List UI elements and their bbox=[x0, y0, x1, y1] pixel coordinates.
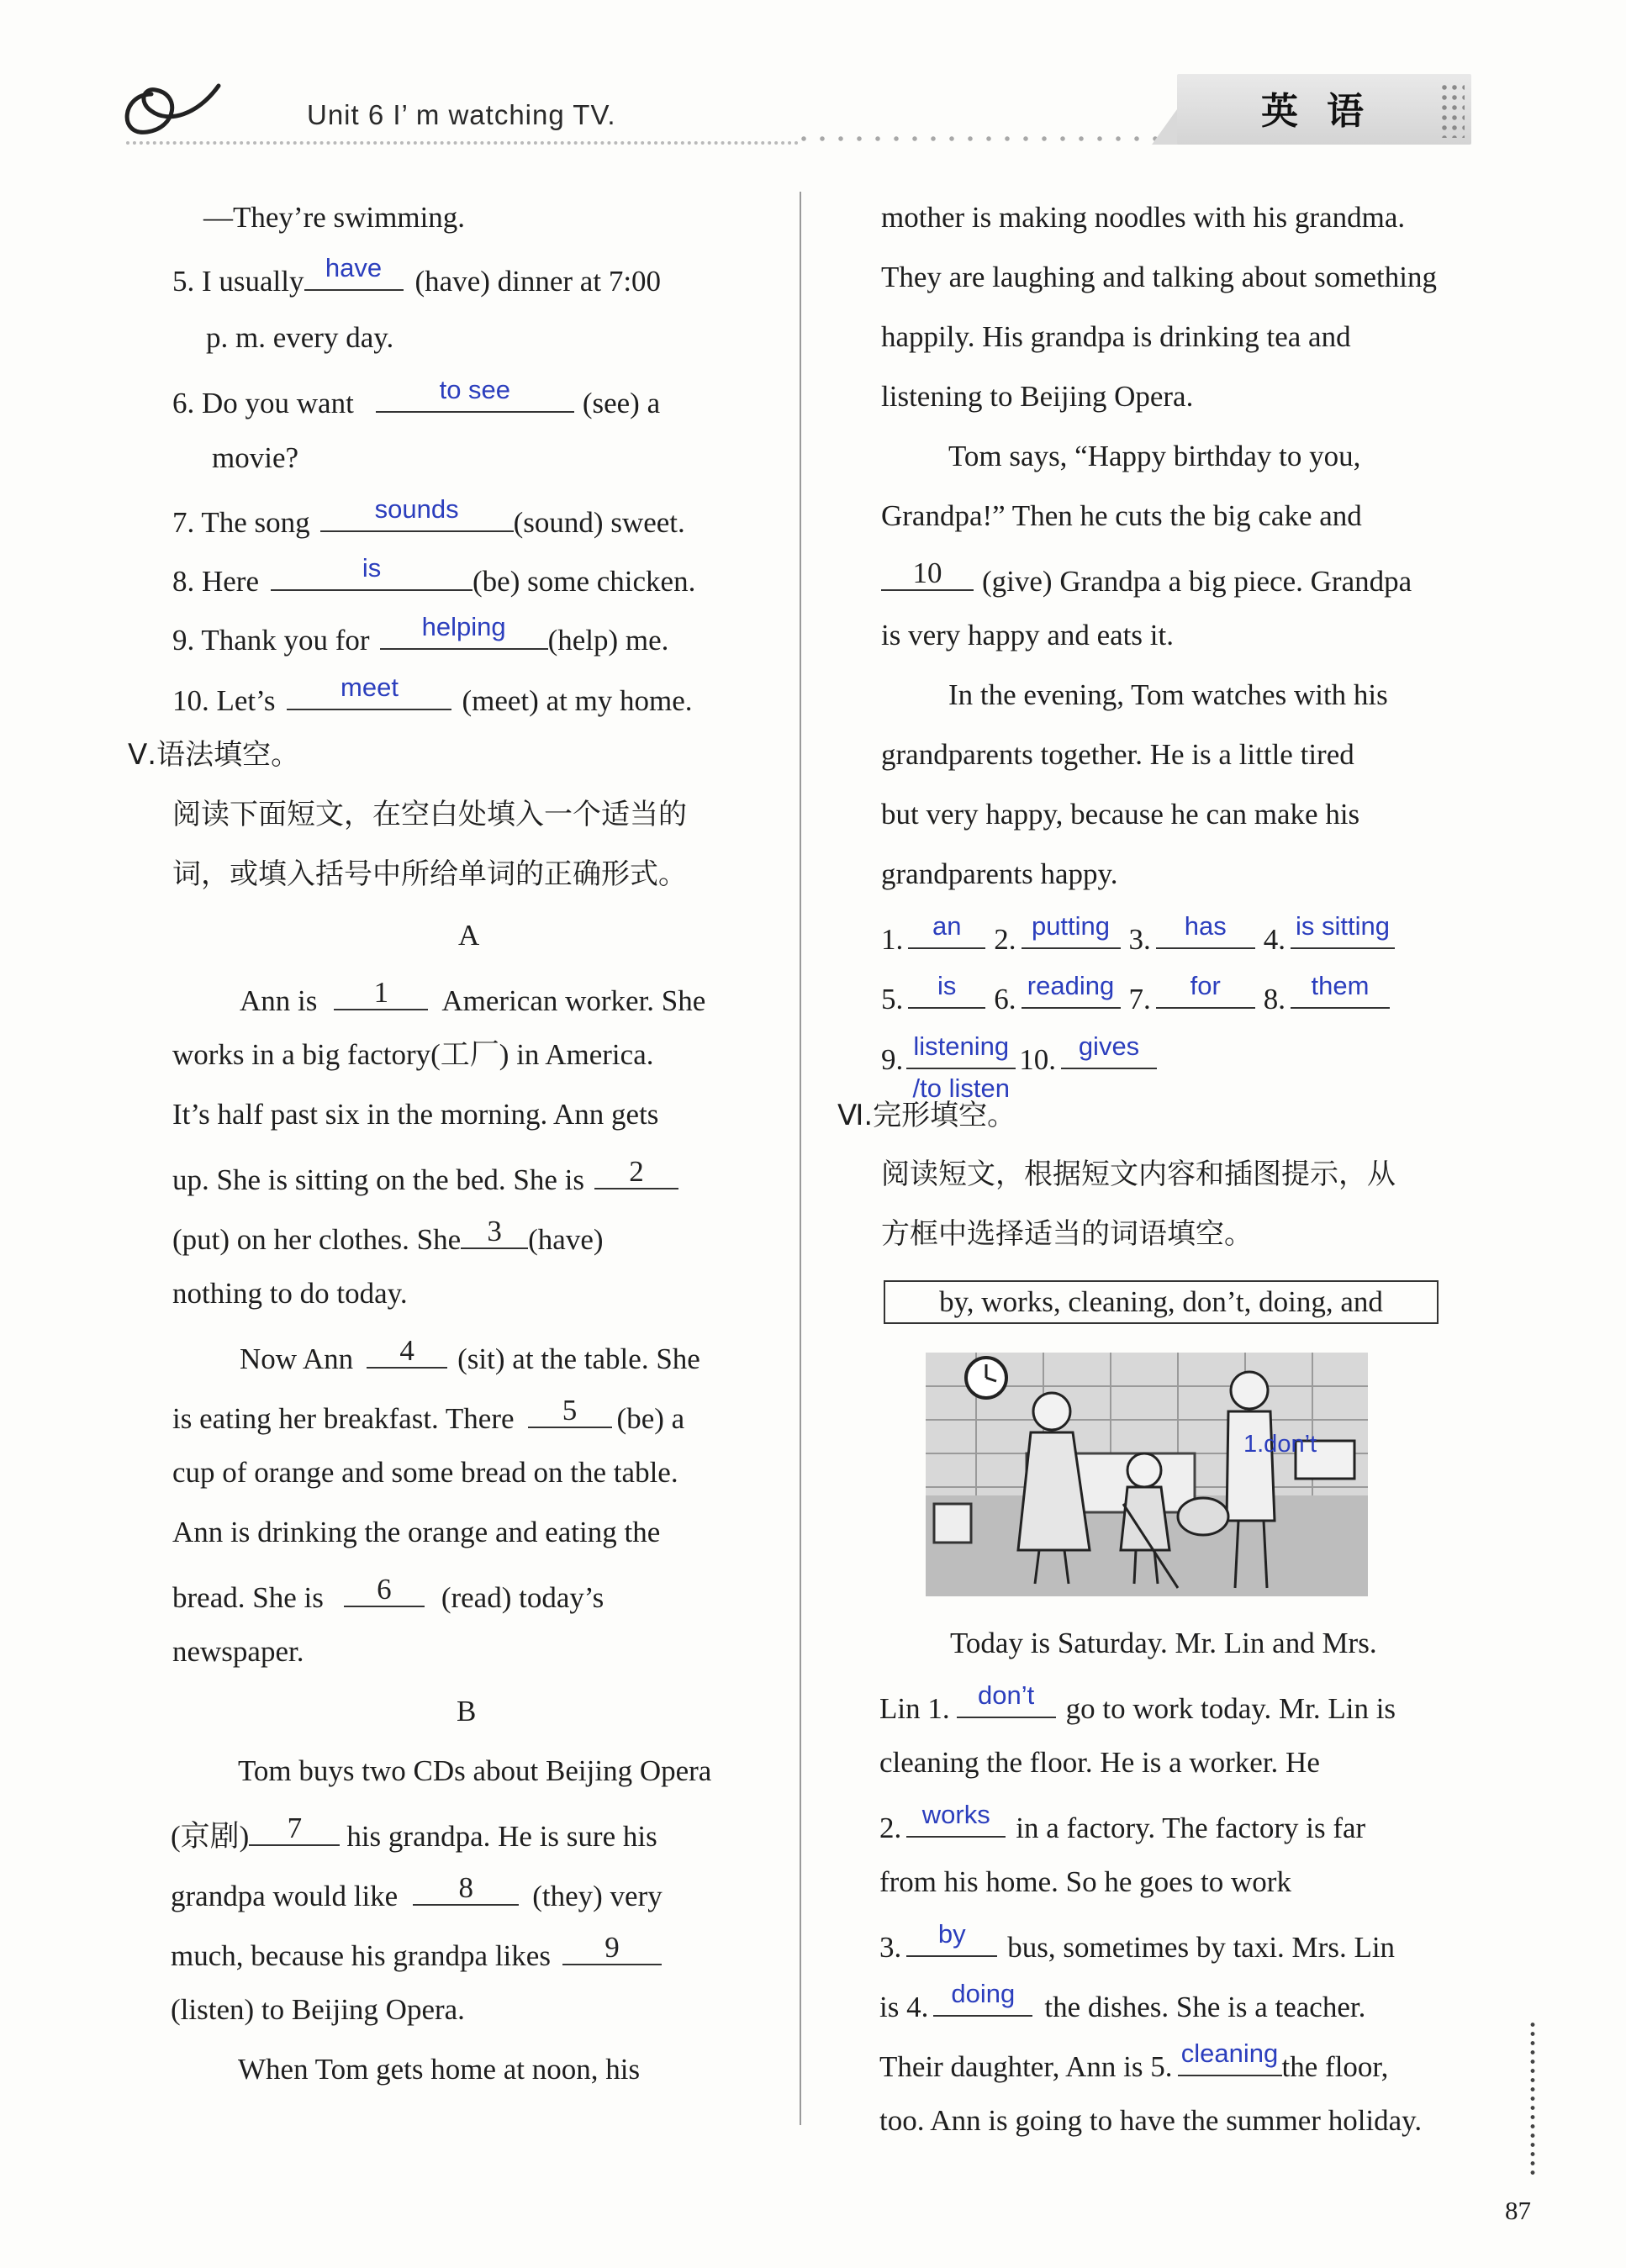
answer-text: to see bbox=[439, 375, 511, 404]
cloze-text: Lin 1. bbox=[879, 1692, 950, 1725]
answer-label: 4. bbox=[1263, 923, 1285, 956]
passage-text: (give) Grandpa a big piece. Grandpa bbox=[982, 565, 1412, 598]
answer-text: them bbox=[1311, 971, 1370, 1000]
passage-blank-1[interactable] bbox=[334, 976, 428, 1010]
question-text: (see) a bbox=[582, 387, 661, 419]
answer-text: don’t bbox=[977, 1680, 1035, 1710]
passage-text: (be) a bbox=[616, 1402, 685, 1435]
cloze-text: is 4. bbox=[879, 1991, 929, 2023]
answer-text: by bbox=[937, 1919, 966, 1949]
answer-label: 5. bbox=[881, 983, 904, 1015]
passage-text: is eating her breakfast. There bbox=[172, 1402, 515, 1435]
passage-text: (put) on her clothes. She bbox=[172, 1223, 462, 1256]
column-divider bbox=[800, 192, 801, 2125]
answer-row bbox=[881, 1031, 1157, 1103]
passage-text: American worker. She bbox=[441, 984, 706, 1017]
text-line: p. m. every day. bbox=[206, 321, 394, 354]
passage-line bbox=[240, 1334, 700, 1375]
answer-label: 10. bbox=[1019, 1043, 1056, 1076]
text-line: —They’re swimming. bbox=[203, 201, 466, 234]
passage-line bbox=[171, 1871, 663, 1912]
page-number: 87 bbox=[1505, 2196, 1531, 2225]
question-6 bbox=[172, 375, 761, 419]
answer-text: /to listen bbox=[912, 1073, 1010, 1103]
answer-blank-a4[interactable] bbox=[1291, 911, 1395, 949]
question-text: 5. I usually bbox=[172, 265, 304, 298]
answer-blank-a8[interactable] bbox=[1291, 971, 1390, 1009]
answer-text: cleaning bbox=[1180, 2039, 1279, 2068]
answer-blank-a7[interactable] bbox=[1156, 971, 1255, 1009]
passage-blank-9[interactable] bbox=[562, 1931, 662, 1965]
cloze-text: bus, sometimes by taxi. Mrs. Lin bbox=[1007, 1931, 1396, 1964]
margin-dotted-rule bbox=[1530, 2020, 1535, 2180]
passage-blank-8[interactable] bbox=[413, 1871, 519, 1906]
answer-blank-a1[interactable] bbox=[908, 911, 985, 949]
section-6-instruction: 方框中选择适当的词语填空。 bbox=[881, 1217, 1253, 1251]
passage-text: bread. She is bbox=[172, 1581, 324, 1614]
passage-line: listening to Beijing Opera. bbox=[881, 380, 1194, 413]
question-text: 7. The song bbox=[172, 506, 310, 539]
passage-blank-10[interactable] bbox=[881, 556, 974, 591]
cloze-line: cleaning the floor. He is a worker. He bbox=[879, 1746, 1320, 1779]
subject-label: 英语 bbox=[1261, 90, 1392, 133]
unit-title: Unit 6 I’ m watching TV. bbox=[307, 99, 616, 130]
swirl-logo-icon bbox=[118, 77, 227, 145]
passage-line bbox=[171, 1812, 657, 1853]
answer-text: an bbox=[932, 911, 962, 941]
passage-text: grandpa would like bbox=[171, 1880, 399, 1912]
blank-number: 3 bbox=[487, 1215, 502, 1247]
answer-label: 6. bbox=[994, 983, 1016, 1015]
passage-line: In the evening, Tom watches with his bbox=[948, 678, 1388, 711]
passage-blank-3[interactable] bbox=[461, 1215, 528, 1249]
passage-line bbox=[172, 1215, 604, 1256]
section-5-instruction: 词，或填入括号中所给单词的正确形式。 bbox=[172, 857, 687, 891]
cloze-blank-2[interactable] bbox=[906, 1800, 1006, 1838]
answer-label: 9. bbox=[881, 1043, 904, 1076]
text-line: movie? bbox=[212, 441, 299, 474]
passage-text: (have) bbox=[528, 1223, 604, 1256]
passage-blank-7[interactable] bbox=[249, 1812, 340, 1846]
answer-text: is sitting bbox=[1296, 911, 1390, 941]
answer-text: helping bbox=[421, 612, 506, 641]
passage-line: is very happy and eats it. bbox=[881, 619, 1174, 651]
passage-line bbox=[171, 1931, 662, 1972]
passage-line: grandparents happy. bbox=[881, 857, 1118, 890]
question-text: 8. Here bbox=[172, 565, 260, 598]
answer-blank-6[interactable] bbox=[376, 375, 574, 413]
answer-blank-8[interactable] bbox=[271, 553, 472, 591]
answer-text: doing bbox=[951, 1979, 1016, 2008]
answer-text: have bbox=[325, 253, 383, 282]
cloze-line: from his home. So he goes to work bbox=[879, 1865, 1291, 1898]
answer-text: for bbox=[1190, 971, 1221, 1000]
cloze-text: in a factory. The factory is far bbox=[1016, 1812, 1366, 1844]
passage-line: They are laughing and talking about something bbox=[881, 261, 1437, 293]
answer-blank-a2[interactable] bbox=[1022, 911, 1121, 949]
blank-number: 7 bbox=[287, 1812, 303, 1844]
cloze-text: Their daughter, Ann is 5. bbox=[879, 2050, 1173, 2083]
answer-blank-9[interactable] bbox=[380, 612, 548, 650]
passage-line: works in a big factory(工厂) in America. bbox=[172, 1038, 654, 1071]
answer-blank-a6[interactable] bbox=[1022, 971, 1121, 1009]
answer-text: is bbox=[362, 553, 382, 583]
passage-a-label: A bbox=[458, 919, 480, 952]
blank-number: 8 bbox=[458, 1871, 473, 1904]
passage-line: Grandpa!” Then he cuts the big cake and bbox=[881, 499, 1362, 532]
header-dot-pattern bbox=[795, 133, 1181, 145]
section-6-title: Ⅵ.完形填空。 bbox=[837, 1099, 1016, 1132]
question-text: 10. Let’s bbox=[172, 684, 276, 717]
cloze-blank-4[interactable] bbox=[933, 1979, 1032, 2017]
blank-number: 10 bbox=[912, 556, 942, 589]
word-box: by, works, cleaning, don’t, doing, and bbox=[884, 1280, 1439, 1324]
question-text: 9. Thank you for bbox=[172, 624, 370, 657]
question-text: (sound) sweet. bbox=[513, 506, 685, 539]
answer-blank-7[interactable] bbox=[320, 494, 514, 532]
passage-text: Ann is bbox=[240, 984, 318, 1017]
answer-label: 2. bbox=[994, 923, 1016, 956]
passage-line: cup of orange and some bread on the table. bbox=[172, 1456, 678, 1489]
header-dotted-rule bbox=[126, 141, 799, 145]
answer-label: 8. bbox=[1263, 983, 1285, 1015]
passage-text: (they) very bbox=[532, 1880, 663, 1912]
passage-text: (read) today’s bbox=[441, 1581, 604, 1614]
passage-line: newspaper. bbox=[172, 1635, 304, 1668]
passage-text: up. She is sitting on the bed. She is bbox=[172, 1163, 584, 1196]
blank-number: 4 bbox=[399, 1334, 414, 1367]
cloze-line: Today is Saturday. Mr. Lin and Mrs. bbox=[950, 1627, 1377, 1659]
cloze-blank-5[interactable] bbox=[1178, 2039, 1282, 2076]
passage-text: his grandpa. He is sure his bbox=[346, 1820, 657, 1853]
answer-text: works bbox=[921, 1800, 990, 1829]
question-text: (meet) at my home. bbox=[462, 684, 693, 717]
cloze-line bbox=[879, 2039, 1389, 2083]
answer-blank-5[interactable] bbox=[304, 253, 404, 291]
cloze-line bbox=[879, 1919, 1396, 1964]
answer-label: 7. bbox=[1128, 983, 1151, 1015]
answer-text: sounds bbox=[374, 494, 459, 524]
passage-line: happily. His grandpa is drinking tea and bbox=[881, 320, 1351, 353]
passage-line bbox=[240, 976, 761, 1017]
cloze-text: 3. bbox=[879, 1931, 902, 1964]
passage-blank-6[interactable] bbox=[344, 1573, 425, 1607]
answer-text: listening bbox=[913, 1031, 1010, 1061]
answer-text: reading bbox=[1027, 971, 1115, 1000]
question-text: 6. Do you want bbox=[172, 387, 354, 419]
answer-text: is bbox=[937, 971, 957, 1000]
passage-line: Tom says, “Happy birthday to you, bbox=[948, 440, 1361, 472]
answer-text: gives bbox=[1078, 1031, 1140, 1061]
cloze-text: the floor, bbox=[1281, 2050, 1389, 2083]
cloze-text: go to work today. Mr. Lin is bbox=[1065, 1692, 1396, 1725]
question-text: (be) some chicken. bbox=[472, 565, 696, 598]
passage-line: nothing to do today. bbox=[172, 1277, 408, 1310]
answer-blank-10[interactable] bbox=[287, 672, 451, 710]
passage-line: mother is making noodles with his grandma. bbox=[881, 201, 1406, 234]
question-9 bbox=[172, 612, 669, 657]
answer-row bbox=[881, 971, 1390, 1015]
passage-text: much, because his grandpa likes bbox=[171, 1939, 551, 1972]
answer-label: 1. bbox=[881, 923, 904, 956]
answer-text: has bbox=[1184, 911, 1227, 941]
blank-number: 6 bbox=[377, 1573, 392, 1606]
picture-annotation: 1.don’t bbox=[1243, 1431, 1317, 1458]
passage-line: Tom buys two CDs about Beijing Opera bbox=[238, 1754, 712, 1787]
passage-blank-2[interactable] bbox=[594, 1155, 678, 1189]
answer-label: 3. bbox=[1128, 923, 1151, 956]
cloze-line bbox=[879, 1800, 1366, 1844]
section-5-title: Ⅴ.语法填空。 bbox=[128, 738, 300, 772]
family-illustration bbox=[926, 1353, 1368, 1596]
blank-number: 5 bbox=[562, 1394, 578, 1427]
passage-b-label: B bbox=[457, 1695, 477, 1727]
question-7 bbox=[172, 494, 685, 539]
answer-row bbox=[881, 911, 1395, 956]
cloze-line bbox=[879, 1680, 1396, 1725]
cloze-blank-1[interactable] bbox=[957, 1680, 1056, 1718]
passage-line bbox=[172, 1394, 685, 1435]
cloze-text: the dishes. She is a teacher. bbox=[1044, 1991, 1366, 2023]
question-8 bbox=[172, 553, 696, 598]
question-text: (have) dinner at 7:00 bbox=[414, 265, 662, 298]
passage-line bbox=[172, 1155, 678, 1196]
answer-text: meet bbox=[341, 672, 399, 702]
passage-line: Ann is drinking the orange and eating the bbox=[172, 1516, 661, 1548]
blank-number: 1 bbox=[373, 976, 389, 1009]
passage-line: (listen) to Beijing Opera. bbox=[171, 1993, 465, 2026]
answer-blank-a10[interactable] bbox=[1061, 1031, 1157, 1069]
cloze-blank-3[interactable] bbox=[906, 1919, 997, 1957]
passage-text: Now Ann bbox=[240, 1342, 354, 1375]
answer-blank-a9[interactable] bbox=[906, 1031, 1016, 1103]
answer-blank-a3[interactable] bbox=[1156, 911, 1255, 949]
passage-blank-5[interactable] bbox=[528, 1394, 612, 1428]
passage-text: (sit) at the table. She bbox=[457, 1342, 700, 1375]
section-6-instruction: 阅读短文，根据短文内容和插图提示，从 bbox=[881, 1158, 1396, 1191]
answer-blank-a5[interactable] bbox=[908, 971, 985, 1009]
page-header bbox=[0, 0, 1626, 168]
subject-tab-dots bbox=[1439, 82, 1465, 138]
passage-line: but very happy, because he can make his bbox=[881, 798, 1360, 831]
blank-number: 2 bbox=[629, 1155, 644, 1188]
passage-text: (京剧) bbox=[171, 1820, 250, 1853]
cloze-text: 2. bbox=[879, 1812, 902, 1844]
passage-line bbox=[881, 556, 1412, 598]
passage-line: It’s half past six in the morning. Ann gets bbox=[172, 1098, 659, 1131]
question-10 bbox=[172, 672, 693, 717]
cloze-line bbox=[879, 1979, 1366, 2023]
question-5 bbox=[172, 253, 662, 298]
passage-line: When Tom gets home at noon, his bbox=[238, 2053, 641, 2086]
answer-text: putting bbox=[1031, 911, 1111, 941]
section-5-instruction: 阅读下面短文，在空白处填入一个适当的 bbox=[172, 798, 687, 831]
cloze-line: too. Ann is going to have the summer holiday. bbox=[879, 2104, 1423, 2137]
passage-line bbox=[172, 1573, 604, 1614]
question-text: (help) me. bbox=[547, 624, 669, 657]
blank-number: 9 bbox=[604, 1931, 620, 1964]
passage-blank-4[interactable] bbox=[367, 1334, 447, 1369]
passage-line: grandparents together. He is a little tired bbox=[881, 738, 1354, 771]
